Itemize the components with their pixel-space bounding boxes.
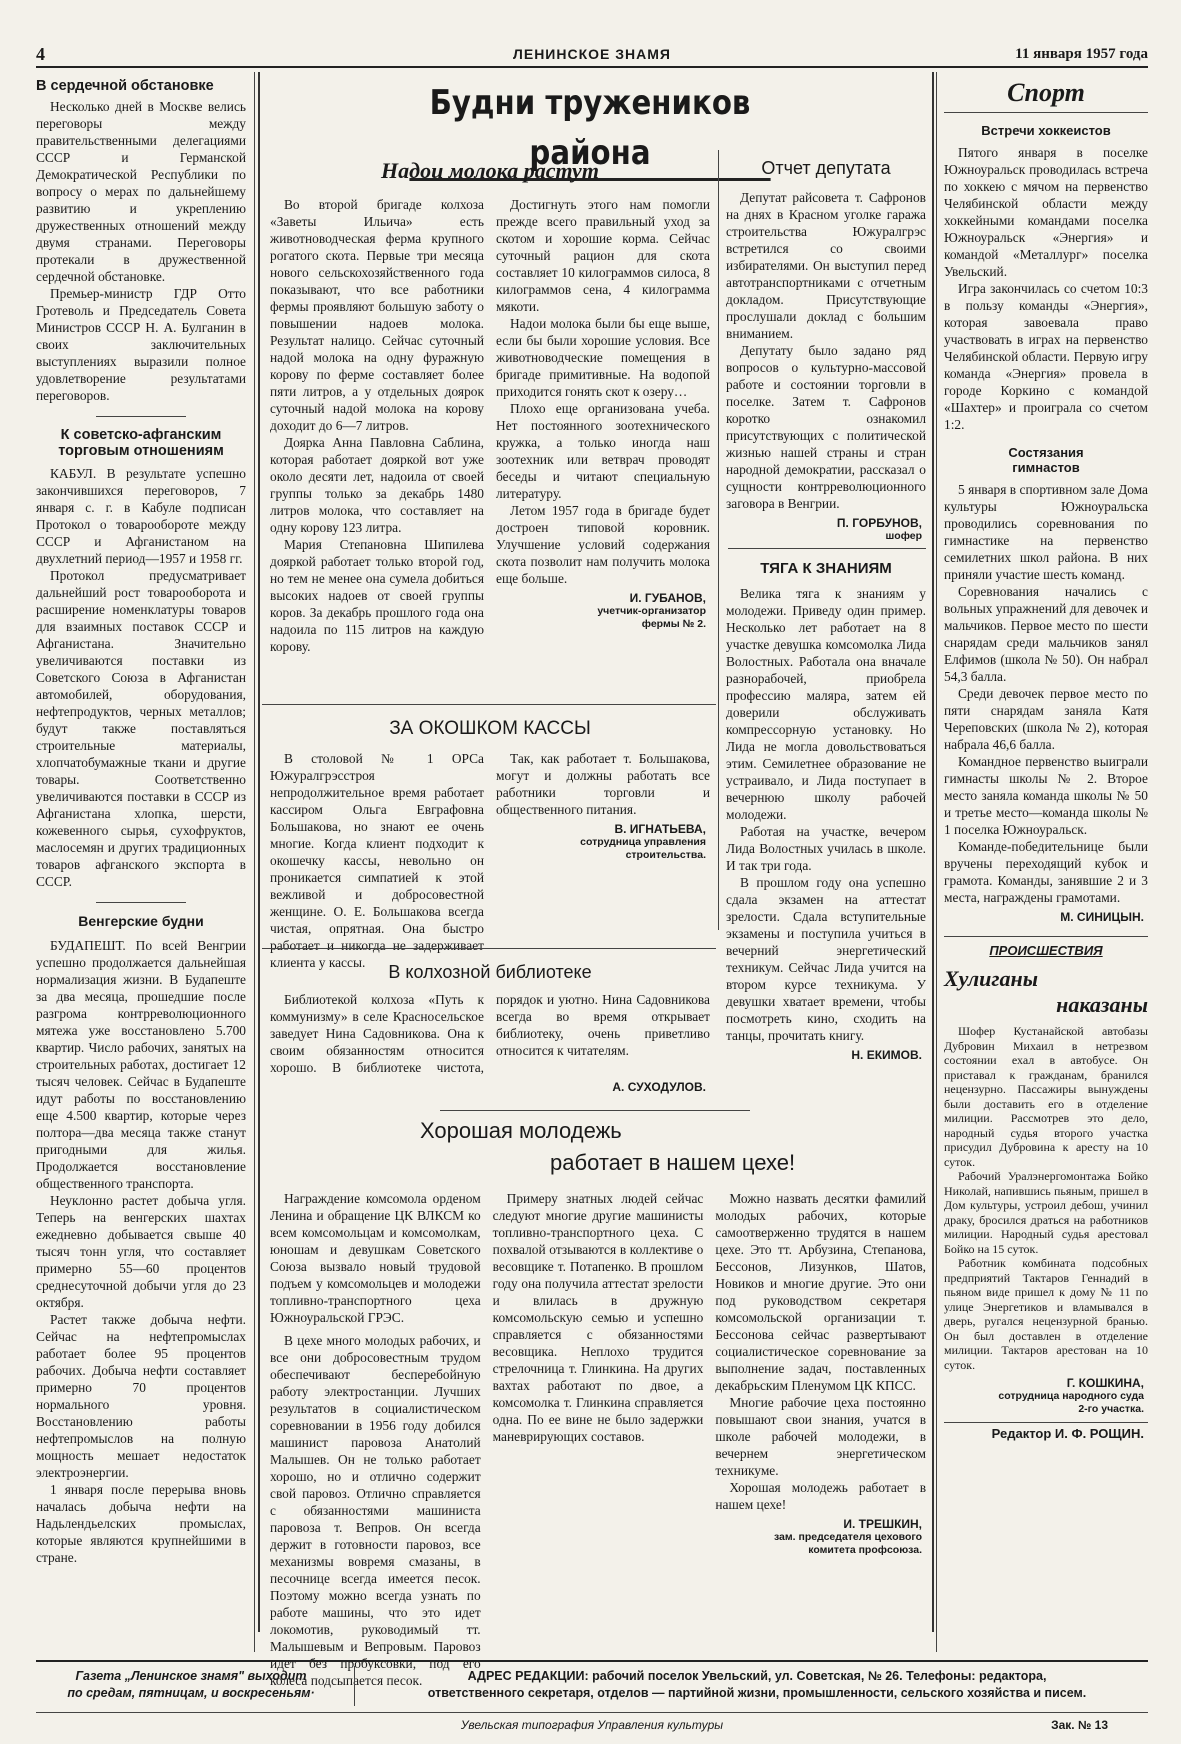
article-text: Премьер-министр ГДР Отто Гротеволь и Председатель Совета Министров СССР Н. А. Булганин в своих заключительных выступлениях выразили полное удовлетворение результатами переговоров. <box>36 286 246 403</box>
author-signature: И. ГУБАНОВ, <box>629 591 706 605</box>
author-position: строительства. <box>625 849 706 861</box>
kassa-columns <box>270 750 710 971</box>
author-position: комитета профсоюза. <box>808 1544 923 1556</box>
article-text: Во второй бригаде колхоза «Заветы Ильича» есть животноводческая ферма крупного рогатого скота. Первые три месяца нового сельскохозяйственного года показывают, что все работники фермы проявляют большую заботу о повышении надоев молока. Результат налицо. Сейчас суточный надой молока на одну фуражную корову по ферме составляет более пяти литров, а у отдельных доярок суточный надой молока на корову доходит до 6—7 литров. <box>270 197 484 433</box>
editor-line: Редактор И. Ф. РОЩИН. <box>991 1426 1144 1441</box>
section-rubric: ПРОИСШЕСТВИЯ <box>989 943 1103 958</box>
center-frame-right <box>932 72 934 1632</box>
article-title: Венгерские будни <box>78 913 204 929</box>
article-text: Игра закончилась со счетом 10:3 в пользу команды «Энергия», которая завоевала право участвовать в играх на первенство Челябинской области. Первую игру команда «Энергия» провела в городе Коркино с командой «Шахтер» и проиграла со счетом 1:2. <box>944 281 1148 432</box>
article-text: Работая на участке, вечером Лида Волостных училась в школе. И так три года. <box>726 824 926 873</box>
left-column <box>36 78 246 1656</box>
article-title: гимнастов <box>1012 460 1080 475</box>
article-title: ТЯГА К ЗНАНИЯМ <box>760 560 892 577</box>
divider <box>944 112 1148 113</box>
article-text: Многие рабочие цеха постоянно повышают свои знания, учатся в школе рабочей молодежи, в вечернем энергетическом техникуме. <box>715 1395 927 1478</box>
library-article <box>270 962 710 1110</box>
article-text: Растет также добыча нефти. Сейчас на нефтепромыслах работает более 95 процентов рабочих. Добыча нефти составляет примерно 70 процентов нормального уровня. Восстановлению работы нефтепромыслов на полную мощность мешает недостаток электроэнергии. <box>36 1312 246 1480</box>
article-text: Среди девочек первое место по пяти снарядам заняла Катя Череповских (школа № 2), которая набрала 46,6 балла. <box>944 686 1148 752</box>
article-text: В столовой № 1 ОРСа Южуралгрэсстроя непродолжительное время работает кассиром Ольга Евграфовна Большакова, но знают ее очень многие. Когда клиент подходит к окошечку кассы, невольно он проникается симпатией к этой вежливой и добросовестной женщине. О. Е. Большакова всегда чистая, опрятная. Она быстро работает и никогда не задерживает клиента у кассы. <box>270 751 484 970</box>
divider <box>944 1422 1148 1423</box>
column-rule <box>718 150 719 930</box>
milk-column-2 <box>496 196 710 655</box>
article-text: Можно назвать десятки фамилий молодых рабочих, которые самоотверженно трудятся в нашем цехе. Это тт. Арбузина, Степанова, Бессонов, Лизунков, Шатов, Новиков и многие другие. Это они под руководством секретаря комсомольской организации т. Бессонова сейчас развертывают социалистическое соревнование за выполнение задач, поставленных декабрьским Пленумом ЦК КПСС. <box>715 1191 927 1393</box>
printer-name: Увельская типография Управления культуры <box>460 1718 724 1732</box>
divider <box>728 548 926 549</box>
imprint <box>36 1712 1148 1737</box>
address-line: АДРЕС РЕДАКЦИИ: рабочий поселок Увельский, ул. Советская, № 26. Телефоны: редактора, <box>467 1669 1047 1683</box>
article-text: Депутату было задано ряд вопросов о культурно-массовой работе и состоянии торговли в поселке. Затем т. Сафронов коротко ознакомил присутствующих с политической жизнью нашей страны и стран народной демократии, рассказал о сущности контрреволюционного заговора в Венгрии. <box>726 343 926 511</box>
article-text: 1 января после перерыва вновь началась добыча нефти на Надьлендьелских промыслах, которые являются крупнейшими в стране. <box>36 1482 246 1565</box>
article-title: К советско-афганским <box>60 427 222 443</box>
author-position: зам. председателя цехового <box>773 1531 923 1543</box>
article-text: Плохо еще организована учеба. Нет постоянного зоотехнического кружка, а только иногда наш зоотехник или ветврач проводят беседы и читают специальную литературу. <box>496 401 710 501</box>
author-position: 2-го участка. <box>1078 1403 1144 1415</box>
article-text: Хорошая молодежь работает в нашем цехе! <box>715 1480 927 1512</box>
article-text: Мария Степановна Шипилева дояркой работает только второй год, но тем не менее она сумела добиться высоких надоев от своей группы коров. За декабрь прошлого года она надоила по 115 литров на каждую корову. <box>270 537 484 654</box>
author-signature: Н. ЕКИМОВ. <box>851 1048 922 1062</box>
article-text: Командное первенство выиграли гимнасты школы № 2. Второе место заняла команда школы № 50 и третье место—команда школы № 1 поселка Южноуральск. <box>944 754 1148 837</box>
article-text: Протокол предусматривает дальнейший рост товарооборота и расширение номенклатуры товаров для взаимных поставок СССР и Афганистана. Значительно увеличиваются поставки из Советского Союза в Афганистан автомобилей, оборудования, нефтепродуктов, черных металлов; будут также поставляться строительные материалы, хлопчатобумажные ткани и другие товары. Соответственно увеличиваются поставки в СССР из Афганистана хлопка, шерсти, кожевенного сырья, сухофруктов, маслосемян и других традиционных товаров афганского экспорта в СССР. <box>36 568 246 889</box>
tyaga-article <box>726 560 926 1080</box>
article-text: Награждение комсомола орденом Ленина и обращение ЦК ВЛКСМ ко всем комсомольцам и комсомолкам, юношам и девушкам Советского Союза вызвало новый трудовой подъем у комсомольцев и молодежи топливно-транспортного цеха Южноуральской ГРЭС. <box>270 1191 481 1325</box>
article-title: Хорошая молодежь <box>420 1118 622 1143</box>
article-text: Работник комбината подсобных предприятий Тактаров Геннадий в пьяном виде пришел к дому № 11 по улице Энергетиков и вламывался в дверь, ругался нецензурной бранью. Он был доставлен в отделение милиции. Тактаров арестован на 10 суток. <box>944 1256 1148 1372</box>
article-text: В прошлом году она успешно сдала экзамен на аттестат зрелости. Сдала вступительные экзамены и поступила учиться в вечерний энергетический техникум. Сейчас Лида учится на втором курсе техникума. У девушки хватает времени, чтобы посмотреть кино, сходить на танцы, прочитать книгу. <box>726 875 926 1043</box>
article-text: Пятого января в поселке Южноуральск проводилась встреча по хоккею с мячом на первенство Челябинской области между хоккейными командами поселка Южноуральск «Энергия» и командой «Металлург» поселка Увельский. <box>944 145 1148 279</box>
newspaper-title: ЛЕНИНСКОЕ ЗНАМЯ <box>513 46 671 62</box>
order-number: Зак. № 13 <box>1051 1718 1108 1732</box>
article-text: Так, как работает т. Большакова, могут и должны работать все работники торговли и общественного питания. <box>496 751 710 817</box>
article-text: Рабочий Уралэнергомонтажа Бойко Николай, напившись пьяным, пришел в Дом культуры, устроил дебош, учинил драку, бросился драться на работников милиции. Народный судья арестовал Бойко на 15 суток. <box>944 1169 1148 1256</box>
divider <box>262 704 716 705</box>
author-signature: И. ТРЕШКИН, <box>843 1517 923 1531</box>
milk-columns <box>270 196 710 655</box>
article-title: Встречи хоккеистов <box>981 123 1111 138</box>
article-text: В цехе много молодых рабочих, и все они добросовестным трудом обеспечивают бесперебойную работу электростанции. Лучших результатов в социалистическом соревновании в 1956 году добился машинист паровоза Анатолий Малышев. Он не только работает хорошо, но и отлично содержит свой паровоз. Отлично справляется с обязанностями машиниста паровоза т. Вепров. Он всегда держит в готовности паровоз, все механизмы вовремя смазаны, в песочнице всегда имеется песок. Поэтому можно всегда узнать по работе машины, что это идет локомотив, руководимый тт. Малышевым и Вепровым. Паровоз идет без пробуксовки, под его колеса подсыпается песок. <box>270 1333 481 1688</box>
publication-schedule <box>36 1668 346 1702</box>
center-frame-left <box>258 72 260 1632</box>
article-text: 5 января в спортивном зале Дома культуры Южноуральска проводились соревнования по гимнастике на первенство семилетних школ района. В них приняли участие шесть команд. <box>944 482 1148 582</box>
page-number: 4 <box>36 44 45 64</box>
article-text: БУДАПЕШТ. По всей Венгрии успешно продолжается дальнейшая нормализация жизни. В Будапеште за два месяца, прошедшие после разгрома контрреволюционного мятежа уже восстановлено 5.700 квартир. Число рабочих, занятых на строительных работах, достигает 12 тысяч человек. Сейчас в Будапеште идут работы по восстановлению еще 4.500 квартир, которые через полтора—два месяца также станут пригодными для жилья. Продолжается восстановление общественного транспорта. <box>36 938 246 1191</box>
divider <box>944 936 1148 937</box>
article-text: Надои молока были бы еще выше, если бы были хорошие условия. Все животноводческие помещения в бригаде примитивные. На водопой приходится гонять скот к озеру… <box>496 316 710 399</box>
article-title: В колхозной библиотеке <box>388 962 592 982</box>
address-line: ответственного секретаря, отделов — партийной жизни, промышленности, сельского хозяйства и писем. <box>427 1686 1087 1700</box>
section-rubric: Спорт <box>1007 78 1085 107</box>
author-signature: А. СУХОДУЛОВ. <box>612 1080 706 1094</box>
article-title: работает в нашем цехе! <box>550 1150 796 1175</box>
divider <box>262 948 716 949</box>
issue-date: 11 января 1957 года <box>1015 46 1148 62</box>
article-title: ЗА ОКОШКОМ КАССЫ <box>389 718 591 739</box>
article-title: Состязания <box>1008 445 1084 460</box>
author-position: учетчик-организатор <box>597 605 706 617</box>
article-text: Достигнуть этого нам помогли прежде всего правильный уход за скотом и хорошие корма. Сейчас суточный рацион для скота составляет 10 килограммов силоса, 8 килограммов сена, 4 килограмма мякоти. <box>496 197 710 314</box>
author-signature: В. ИГНАТЬЕВА, <box>614 822 706 836</box>
author-signature: М. СИНИЦЫН. <box>1060 910 1144 924</box>
kassa-column-2 <box>496 750 710 971</box>
divider <box>96 902 186 903</box>
column-rule-right <box>936 72 937 1652</box>
divider <box>96 416 186 417</box>
right-column <box>944 78 1148 1656</box>
schedule-line: Газета „Ленинское знамя" выходит <box>75 1669 307 1683</box>
schedule-line: по средам, пятницам, и воскресеньям· <box>67 1686 315 1700</box>
article-text: Примеру знатных людей сейчас следуют многие другие машинисты топливно-транспортного цеха. С похвалой отзываются в коллективе о весовщике т. Потапенко. В прошлом году она получила аттестат зрелости и влилась в дружную комсомольскую семью и успешно справляется с обязанностями весовщика. Неплохо трудится стрелочница т. Глинкина. На других вахтах работают по двое, а комсомолка т. Глинкина справляется одна. По ее вине не было задержки маневрирующих составов. <box>492 1191 704 1444</box>
deputy-report-article <box>726 158 926 542</box>
article-text: Библиотекой колхоза «Путь к коммунизму» в селе Красносельское заведует Нина Садовникова. Она к своим обязанностям относится хорошо. В библиотеке чистота, порядок и уютно. Нина Садовникова всегда во время открывает библиотеку, очень приветливо относится к читателям. <box>270 992 710 1075</box>
kassa-article <box>270 718 710 970</box>
youth-columns <box>270 1190 926 1689</box>
youth-column-2 <box>493 1190 704 1689</box>
author-signature: П. ГОРБУНОВ, <box>836 516 922 530</box>
milk-article <box>270 158 710 698</box>
author-position: сотрудница народного суда <box>998 1390 1144 1402</box>
article-text: Соревнования начались с вольных упражнений для девочек и мальчиков. Первое место по шести снарядам среди мальчиков занял Елфимов (школа № 50). Он набрал 54,3 балла. <box>944 584 1148 684</box>
article-text: Несколько дней в Москве велись переговоры между правительственными делегациями СССР и Германской Демократической Республики по вопросу о мерах по дальнейшему развитию и укреплению дружественных отношений между двумя странами. Переговоры протекали в дружественной сердечной обстановке. <box>36 99 246 284</box>
author-position: сотрудница управления <box>580 836 706 848</box>
column-rule-left <box>254 72 255 1652</box>
article-title: Надои молока растут <box>381 158 599 183</box>
article-text: Команде-победительнице были вручены переходящий кубок и грамота. Команды, занявшие 2 и 3 места, награждены грамотами. <box>944 839 1148 905</box>
footer <box>36 1660 1148 1710</box>
article-title: Отчет депутата <box>761 158 891 178</box>
author-position: фермы № 2. <box>641 618 706 630</box>
author-position: шофер <box>885 530 922 542</box>
article-title: торговым отношениям <box>58 443 224 459</box>
author-signature: Г. КОШКИНА, <box>1066 1376 1144 1390</box>
divider <box>440 1110 750 1111</box>
banner-title: Будни тружеников района <box>409 78 770 181</box>
kassa-column-1 <box>270 750 484 971</box>
milk-column-1 <box>270 196 484 655</box>
article-text: Доярка Анна Павловна Саблина, которая работает дояркой вот уже около десяти лет, надоила от своей группы только за декабрь 1480 литров молока, что составляет на одну корову 123 литра. <box>270 435 484 535</box>
editorial-address <box>366 1668 1148 1702</box>
article-text: Неуклонно растет добыча угля. Теперь на венгерских шахтах ежедневно добывается свыше 40 тысяч тонн угля, что составляет примерно 55—60 процентов среднесуточной добычи угля до 23 октября. <box>36 1193 246 1310</box>
article-text: Шофер Кустанайской автобазы Дубровин Михаил в нетрезвом состоянии ехал в автобусе. Он приставал к гражданам, бранился нецензурно. Пассажиры вынуждены были доставить его в отделение милиции. Рассмотрев это дело, народный судья второго участка присудил Дубровина к аресту на 10 суток. <box>944 1024 1148 1169</box>
youth-column-3 <box>715 1190 926 1689</box>
article-title: Хулиганы <box>944 966 1038 991</box>
article-text: Депутат райсовета т. Сафронов на днях в Красном уголке гаража строительства Южуралгрэс встретился со своими избирателями. Он выступил перед автотранспортниками с отчетным докладом. Присутствующие прослушали доклад с большим вниманием. <box>726 190 926 341</box>
article-title: наказаны <box>1056 992 1148 1017</box>
page-header <box>36 44 1148 68</box>
article-text: КАБУЛ. В результате успешно закончившихся переговоров, 7 января с. г. в Кабуле подписан Протокол о товарообороте между СССР и Афганистаном на двухлетний период—1957 и 1958 гг. <box>36 466 246 566</box>
youth-column-1 <box>270 1190 481 1689</box>
article-title: В сердечной обстановке <box>36 78 214 94</box>
article-text: Велика тяга к знаниям у молодежи. Приведу один пример. Несколько лет работает на 8 участке девушка комсомолка Лида Волостных. Работала она вначале разнорабочей, приобрела профессию маляра, затем ей доверили обслуживать компрессорную установку. Но Лида не могла довольствоваться этим. Семилетнее образование не устраивало, и Лида поступает в вечернюю школу рабочей молодежи. <box>726 586 926 822</box>
article-text: Летом 1957 года в бригаде будет достроен типовой коровник. Улучшение условий содержания скота позволит нам получить молока еще больше. <box>496 503 710 586</box>
footer-rule <box>354 1666 355 1706</box>
